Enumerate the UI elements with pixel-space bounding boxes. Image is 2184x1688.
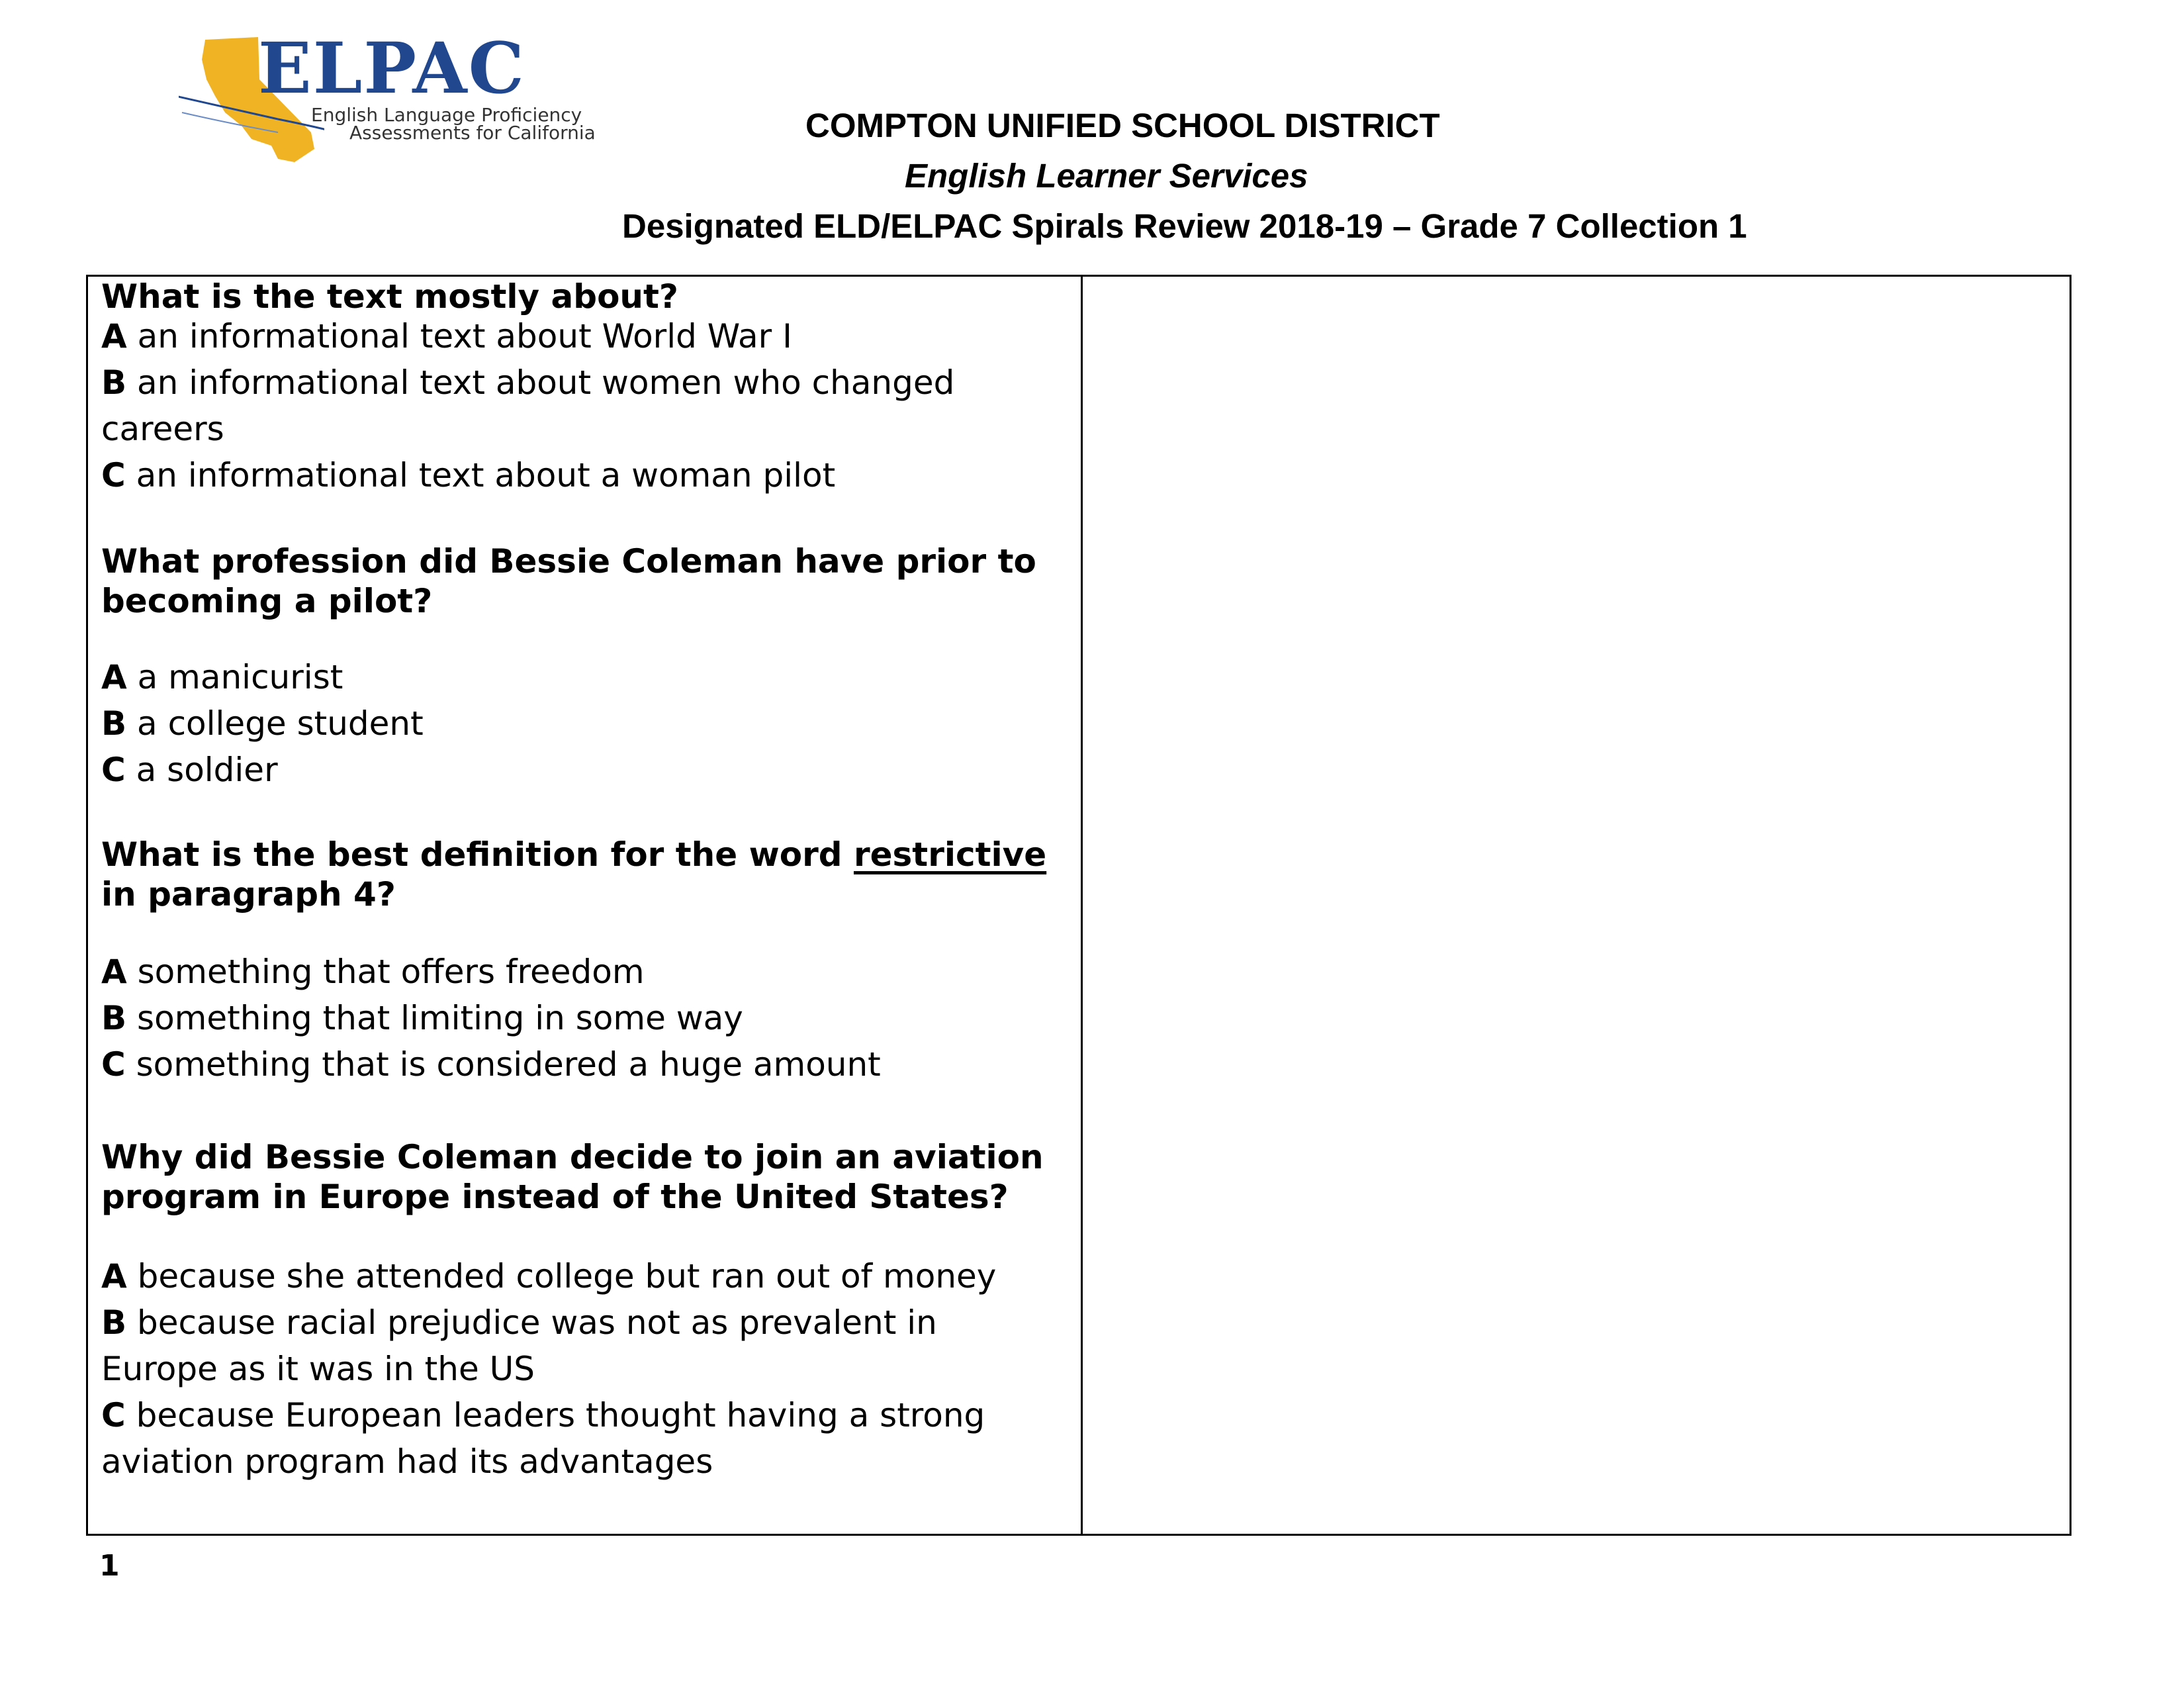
question-1-prompt: What is the text mostly about? xyxy=(101,277,678,316)
question-3-option-c: C something that is considered a huge amount xyxy=(101,1045,881,1084)
logo-tagline-2: Assessments for California xyxy=(349,122,596,144)
question-2-option-a: A a manicurist xyxy=(101,658,343,696)
question-4-option-a: A because she attended college but ran out of money xyxy=(101,1257,997,1295)
question-2-option-b: B a college student xyxy=(101,704,424,743)
question-2-option-c: C a soldier xyxy=(101,751,278,789)
district-title: COMPTON UNIFIED SCHOOL DISTRICT xyxy=(805,107,1440,144)
logo-tagline-1: English Language Proficiency xyxy=(311,104,582,126)
elpac-wordmark: ELPAC xyxy=(258,26,525,109)
question-1-option-a: A an informational text about World War I xyxy=(101,317,792,355)
question-4-prompt: Why did Bessie Coleman decide to join an aviation program in Europe instead of the United States? xyxy=(101,1138,1044,1216)
questions-table xyxy=(86,275,2071,1536)
question-3-option-b: B something that limiting in some way xyxy=(101,999,743,1037)
elpac-logo xyxy=(179,26,602,165)
question-1-option-b: B an informational text about women who changed xyxy=(101,363,955,402)
vocabulary-word: restrictive xyxy=(853,835,1047,874)
question-2-prompt: What profession did Bessie Coleman have prior to becoming a pilot? xyxy=(101,542,1036,620)
question-3-prompt: What is the best definition for the word restrictive in paragraph 4? xyxy=(101,835,1047,914)
department-subtitle: English Learner Services xyxy=(905,157,1308,195)
question-3-option-a: A something that offers freedom xyxy=(101,953,645,991)
page-number: 1 xyxy=(99,1549,120,1583)
question-1-option-c: C an informational text about a woman pilot xyxy=(101,456,836,494)
question-4-option-b: B because racial prejudice was not as prevalent in xyxy=(101,1303,937,1342)
question-1-option-b-continued: careers xyxy=(101,410,224,448)
question-4-option-c-continued: aviation program had its advantages xyxy=(101,1442,713,1481)
answer-cell xyxy=(1083,277,2070,1534)
review-title: Designated ELD/ELPAC Spirals Review 2018-19 – Grade 7 Collection 1 xyxy=(622,207,1747,245)
question-4-option-b-continued: Europe as it was in the US xyxy=(101,1350,535,1388)
question-4-option-c: C because European leaders thought having a strong xyxy=(101,1396,985,1434)
